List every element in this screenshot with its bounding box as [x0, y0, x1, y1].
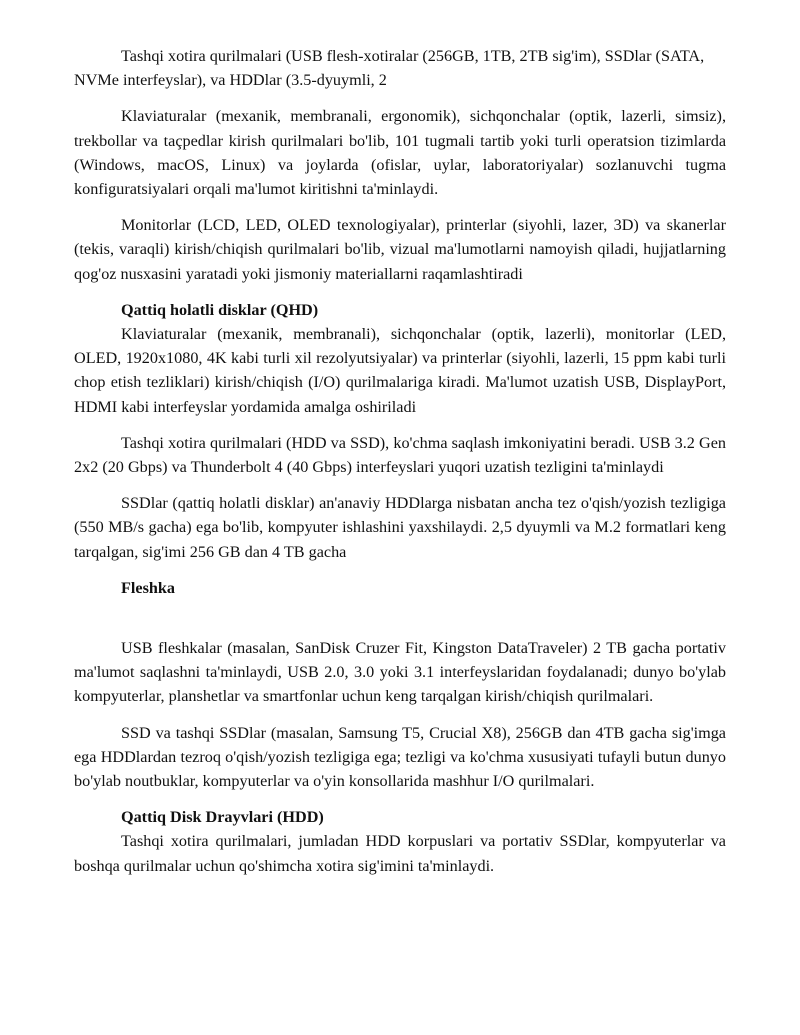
document-page — [74, 44, 726, 890]
heading-flash: Fleshka — [121, 578, 175, 597]
paragraph-usb-flash: USB fleshkalar (masalan, SanDisk Cruzer Fit, Kingston DataTraveler) 2 TB gacha portativ ma'lumot saqlashni ta'minlaydi, USB 2.0, 3.0 yoki 3.1 interfeyslaridan foydalanadi; dunyo bo'ylab kompyuterlar, planshetlar va smartfonlar uchun keng tarqalgan kirish/chiqish qurilmalari. — [74, 639, 726, 706]
paragraph-ssd-speed: SSDlar (qattiq holatli disklar) an'anaviy HDDlarga nisbatan ancha tez o'qish/yozish tezligiga (550 MB/s gacha) ega bo'lib, kompyuter ishlashini yaxshilaydi. 2,5 dyuymli va M.2 formatlari keng tarqalgan, sig'imi 256 GB dan 4 TB gacha — [74, 494, 726, 561]
paragraph-external-ssd: SSD va tashqi SSDlar (masalan, Samsung T5, Crucial X8), 256GB dan 4TB gacha sig'imga ega HDDlardan tezroq o'qish/yozish tezligiga ega; tezligi va ko'chma xususiyati tufayli butun dunyo bo'ylab noutbuklar, kompyuterlar va o'yin konsollarida mashhur I/O qurilmalari. — [74, 723, 726, 791]
paragraph-external-drives: Tashqi xotira qurilmalari (HDD va SSD), ko'chma saqlash imkoniyatini beradi. USB 3.2 Gen 2x2 (20 Gbps) va Thunderbolt 4 (40 Gbps) interfeyslari yuqori uzatish tezligini ta'minlaydi — [74, 433, 726, 477]
heading-hdd: Qattiq Disk Drayvlari (HDD) — [121, 808, 324, 827]
paragraph-external-storage: Tashqi xotira qurilmalari (USB flesh-xotiralar (256GB, 1TB, 2TB sig'im), SSDlar (SATA, NVMe interfeyslar), va HDDlar (3.5-dyuymli, 2 — [74, 47, 705, 90]
paragraph-keyboards: Klaviaturalar (mexanik, membranali, ergonomik), sichqonchalar (optik, lazerli, simsiz), trekbollar va taçpedlar kirish qurilmalari bo'lib, 101 tugmali tartib yoki turli operatsion tizimlarda (Windows, macOS, Linux) va joylarda (ofislar, uylar, laboratoriyalar) sozlanuvchi tugma konfiguratsiyalari orqali ma'lumot kiritishni ta'minlaydi. — [74, 107, 726, 199]
paragraph-hdd: Tashqi xotira qurilmalari, jumladan HDD korpuslari va portativ SSDlar, kompyuterlar va boshqa qurilmalar uchun qo'shimcha xotira sig'imini ta'minlaydi. — [74, 832, 726, 875]
paragraph-io-devices: Klaviaturalar (mexanik, membranali), sichqonchalar (optik, lazerli), monitorlar (LED, OLED, 1920x1080, 4K kabi turli xil rezolyutsiyalar) va printerlar (siyohli, lazerli, 15 ppm kabi turli chop etish tezliklari) kirish/chiqish (I/O) qurilmalariga kiradi. Ma'lumot uzatish USB, DisplayPort, HDMI kabi interfeyslar yordamida amalga oshiriladi — [74, 325, 726, 416]
paragraph-monitors: Monitorlar (LCD, LED, OLED texnologiyalar), printerlar (siyohli, lazer, 3D) va skanerlar (tekis, varaqli) kirish/chiqish qurilmalari bo'lib, vizual ma'lumotlarni namoyish qiladi, hujjatlarning qog'oz nusxasini yaratadi yoki jismoniy materiallarni raqamlashtiradi — [74, 216, 726, 283]
heading-ssd: Qattiq holatli disklar (QHD) — [121, 300, 319, 319]
